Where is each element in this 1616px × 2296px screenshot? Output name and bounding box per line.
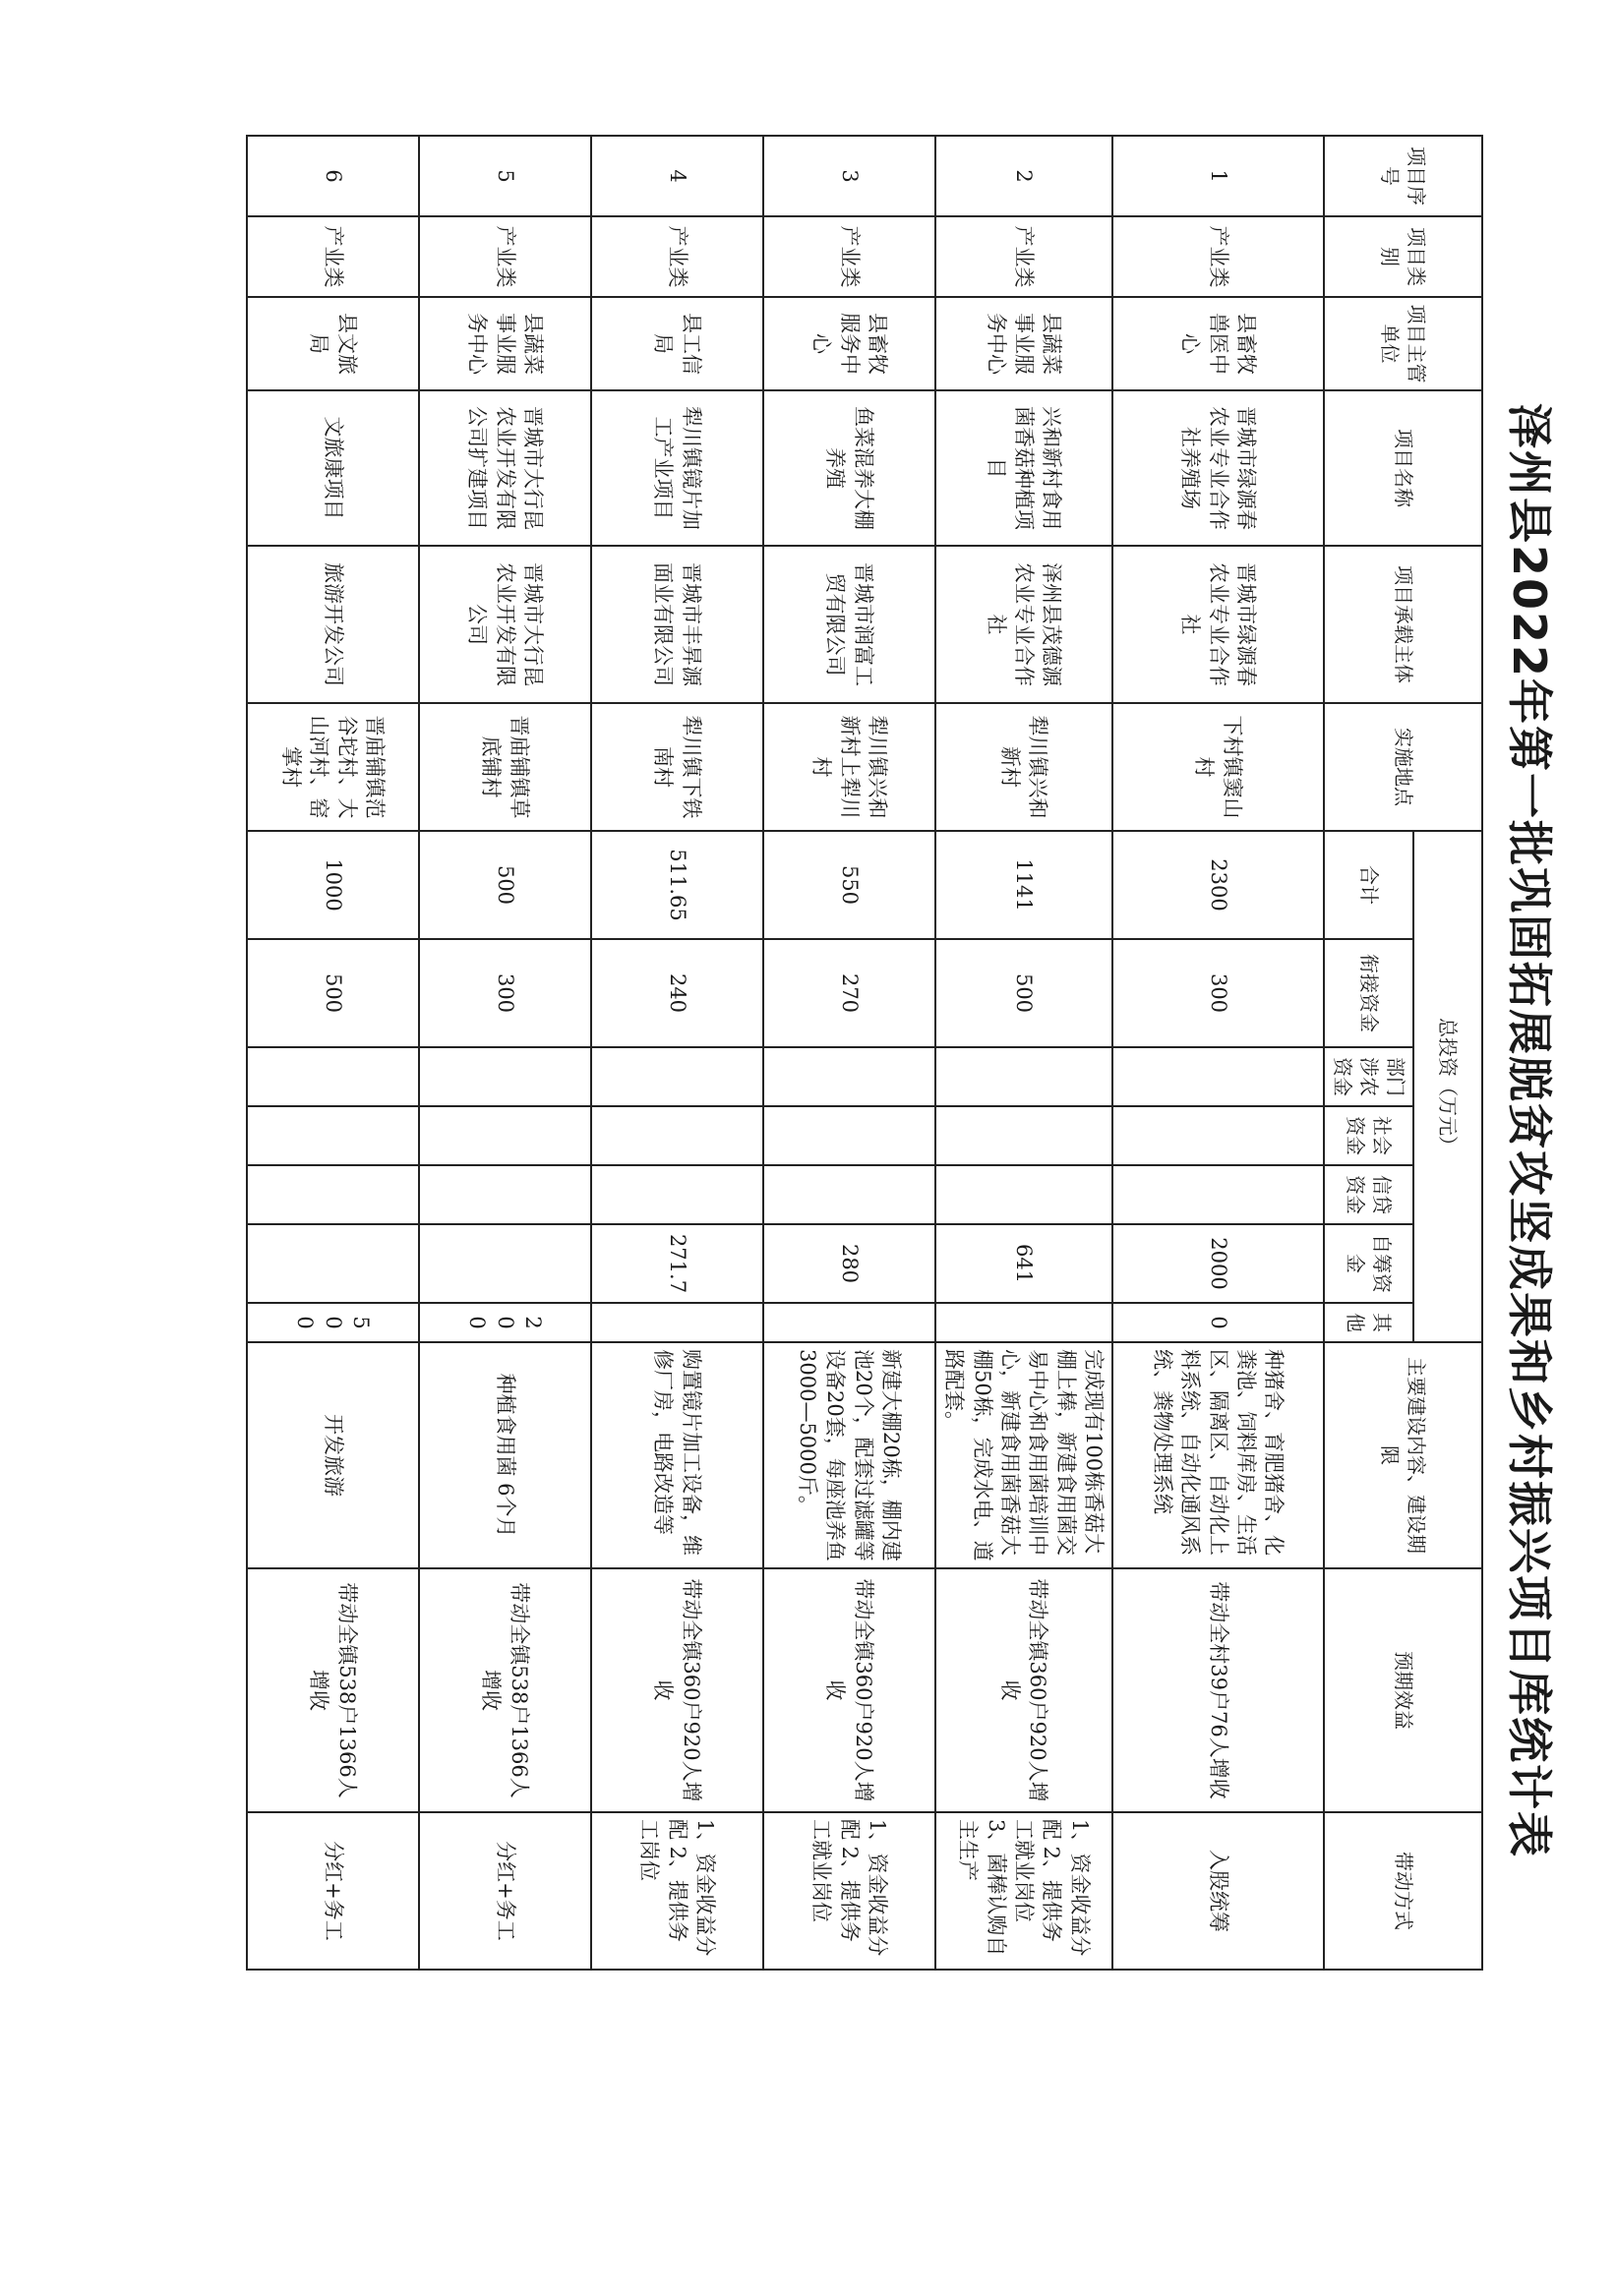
cell-benefit: 带动全村39户76人增收 [1112, 1568, 1324, 1812]
header-content: 主要建设内容、建设期限 [1324, 1342, 1482, 1568]
cell-location: 晋庙铺镇范谷坨村、大山河村、窑掌村 [247, 703, 419, 831]
cell-content: 种猪舍、育肥猪舍、化粪池、饲料库房、生活区、隔离区、自动化上料系统、自动化通风系统、粪物处理系统 [1112, 1342, 1324, 1568]
cell-connect: 500 [935, 939, 1112, 1047]
cell-content: 购置镜片加工设备，维修厂房，电路改造等 [591, 1342, 763, 1568]
cell-seq: 1 [1112, 136, 1324, 216]
cell-other: 500 [247, 1303, 419, 1342]
header-connect: 衔接资金 [1324, 939, 1413, 1047]
cell-seq: 2 [935, 136, 1112, 216]
cell-benefit: 带动全镇360户920人增收 [591, 1568, 763, 1812]
cell-credit [247, 1165, 419, 1224]
cell-other: 0 [1112, 1303, 1324, 1342]
header-benefit: 预期效益 [1324, 1568, 1482, 1812]
cell-name: 鱼菜混养大棚养殖 [763, 390, 935, 546]
header-dept: 项目主管单位 [1324, 297, 1482, 390]
cell-category: 产业类 [935, 216, 1112, 297]
header-category: 项目类别 [1324, 216, 1482, 297]
cell-social [419, 1106, 591, 1165]
cell-content: 开发旅游 [247, 1342, 419, 1568]
cell-social [1112, 1106, 1324, 1165]
table-row [763, 136, 935, 1970]
cell-name: 文旅康项目 [247, 390, 419, 546]
cell-self [247, 1224, 419, 1303]
cell-self [419, 1224, 591, 1303]
cell-content: 完成现有100栋香菇大棚上棒，新建食用菌交易中心和食用菌培训中心，新建食用菌香菇大棚50栋，完成水电、道路配套。 [935, 1342, 1112, 1568]
cell-dept-fund [763, 1047, 935, 1106]
header-dept-fund: 部门涉农资金 [1324, 1047, 1413, 1106]
cell-social [763, 1106, 935, 1165]
header-mode: 带动方式 [1324, 1812, 1482, 1970]
cell-dept: 县文旅局 [247, 297, 419, 390]
cell-dept-fund [1112, 1047, 1324, 1106]
cell-self: 641 [935, 1224, 1112, 1303]
cell-mode: 1、资金收益分配 2、提供务工岗位 [591, 1812, 763, 1970]
cell-location: 犁川镇兴和新村 [935, 703, 1112, 831]
cell-owner: 晋城市丰昇源面业有限公司 [591, 546, 763, 703]
header-owner: 项目承载主体 [1324, 546, 1482, 703]
cell-category: 产业类 [247, 216, 419, 297]
cell-social [935, 1106, 1112, 1165]
cell-mode: 分红+务工 [419, 1812, 591, 1970]
page-title: 泽州县2022年第一批巩固拓展脱贫攻坚成果和乡村振兴项目库统计表 [1503, 402, 1556, 1859]
cell-name: 晋城市大行昆农业开发有限公司扩建项目 [419, 390, 591, 546]
cell-content: 新建大棚20栋，棚内建池20个，配套过滤罐等设备20套，每座池养鱼3000—5000斤。 [763, 1342, 935, 1568]
header-investment: 总投资（万元） [1413, 831, 1482, 1342]
table-row [591, 136, 763, 1970]
header-name: 项目名称 [1324, 390, 1482, 546]
cell-seq: 4 [591, 136, 763, 216]
cell-social [247, 1106, 419, 1165]
cell-credit [591, 1165, 763, 1224]
cell-total: 2300 [1112, 831, 1324, 939]
cell-benefit: 带动全镇360户920人增收 [935, 1568, 1112, 1812]
header-credit: 信贷资金 [1324, 1165, 1413, 1224]
cell-connect: 300 [419, 939, 591, 1047]
header-social: 社会资金 [1324, 1106, 1413, 1165]
cell-dept: 县畜牧服务中心 [763, 297, 935, 390]
cell-connect: 300 [1112, 939, 1324, 1047]
cell-owner: 泽州县茂德源农业专业合作社 [935, 546, 1112, 703]
cell-category: 产业类 [763, 216, 935, 297]
cell-owner: 旅游开发公司 [247, 546, 419, 703]
table-row [1112, 136, 1324, 1970]
cell-location: 犁川镇兴和新村上犁川村 [763, 703, 935, 831]
cell-total: 1000 [247, 831, 419, 939]
cell-connect: 240 [591, 939, 763, 1047]
cell-name: 兴和新村食用菌香菇种植项目 [935, 390, 1112, 546]
cell-mode: 分红+务工 [247, 1812, 419, 1970]
cell-credit [935, 1165, 1112, 1224]
cell-seq: 3 [763, 136, 935, 216]
cell-self: 271.7 [591, 1224, 763, 1303]
cell-location: 晋庙铺镇草底铺村 [419, 703, 591, 831]
cell-connect: 500 [247, 939, 419, 1047]
cell-owner: 晋城市绿源春农业专业合作社 [1112, 546, 1324, 703]
cell-content: 种植食用菌 6个月 [419, 1342, 591, 1568]
cell-benefit: 带动全镇360户920人增收 [763, 1568, 935, 1812]
cell-dept-fund [419, 1047, 591, 1106]
cell-total: 511.65 [591, 831, 763, 939]
cell-owner: 晋城市润富工贸有限公司 [763, 546, 935, 703]
cell-mode: 1、资金收益分配 2、提供务工就业岗位 [763, 1812, 935, 1970]
cell-location: 下村镇窦山村 [1112, 703, 1324, 831]
cell-benefit: 带动全镇538户1366人增收 [247, 1568, 419, 1812]
cell-total: 500 [419, 831, 591, 939]
header-row-top [1413, 136, 1482, 1970]
table-row [247, 136, 419, 1970]
table-row [419, 136, 591, 1970]
cell-seq: 6 [247, 136, 419, 216]
header-location: 实施地点 [1324, 703, 1482, 831]
cell-other [763, 1303, 935, 1342]
cell-self: 2000 [1112, 1224, 1324, 1303]
cell-mode: 入股统筹 [1112, 1812, 1324, 1970]
cell-benefit: 带动全镇538户1366人增收 [419, 1568, 591, 1812]
cell-category: 产业类 [1112, 216, 1324, 297]
cell-self: 280 [763, 1224, 935, 1303]
cell-total: 550 [763, 831, 935, 939]
project-table [246, 135, 1483, 1971]
cell-credit [763, 1165, 935, 1224]
header-total: 合计 [1324, 831, 1413, 939]
header-seq: 项目序号 [1324, 136, 1482, 216]
cell-other: 200 [419, 1303, 591, 1342]
cell-category: 产业类 [591, 216, 763, 297]
cell-dept-fund [247, 1047, 419, 1106]
cell-dept: 县工信局 [591, 297, 763, 390]
cell-location: 犁川镇下铁南村 [591, 703, 763, 831]
cell-mode: 1、资金收益分配 2、提供务工就业岗位 3、菌棒认购自主生产 [935, 1812, 1112, 1970]
cell-dept: 县蔬菜事业服务中心 [935, 297, 1112, 390]
table-row [935, 136, 1112, 1970]
header-self: 自筹资金 [1324, 1224, 1413, 1303]
cell-dept-fund [591, 1047, 763, 1106]
cell-other [935, 1303, 1112, 1342]
cell-dept: 县畜牧兽医中心 [1112, 297, 1324, 390]
cell-total: 1141 [935, 831, 1112, 939]
cell-social [591, 1106, 763, 1165]
cell-dept: 县蔬菜事业服务中心 [419, 297, 591, 390]
cell-credit [419, 1165, 591, 1224]
cell-connect: 270 [763, 939, 935, 1047]
cell-name: 犁川镇镜片加工产业项目 [591, 390, 763, 546]
header-other: 其他 [1324, 1303, 1413, 1342]
cell-seq: 5 [419, 136, 591, 216]
cell-credit [1112, 1165, 1324, 1224]
cell-dept-fund [935, 1047, 1112, 1106]
cell-name: 晋城市绿源春农业专业合作社养殖场 [1112, 390, 1324, 546]
cell-category: 产业类 [419, 216, 591, 297]
cell-owner: 晋城市大行昆农业开发有限公司 [419, 546, 591, 703]
cell-other [591, 1303, 763, 1342]
